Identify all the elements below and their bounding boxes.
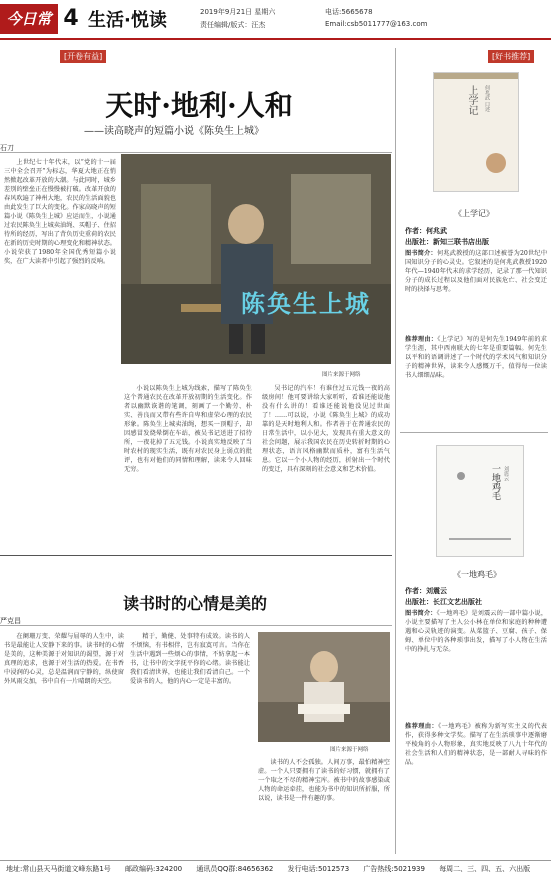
- second-article-rule: [0, 625, 392, 626]
- page-footer: [0, 860, 551, 879]
- book-cover-title: 一地鸡毛: [490, 464, 500, 500]
- second-article-headline: 读书时的心情是美的: [122, 594, 267, 613]
- article-column-1: [4, 158, 116, 543]
- phone-number: 电话:5665678: [325, 8, 373, 16]
- column-divider: [395, 48, 396, 854]
- book-publisher: 出版社：长江文艺出版社: [405, 598, 482, 606]
- sidebar-tag: [好书推荐]: [488, 50, 534, 63]
- book-cover-title: 上学记: [466, 85, 477, 115]
- book-cover-art: [437, 446, 523, 556]
- footer-address: 地址:常山县天马街道文峰东路1号: [6, 865, 111, 873]
- second-article-author: 严克昌: [0, 617, 21, 625]
- issue-date: 2019年9月21日 星期六: [200, 8, 276, 16]
- second-column-2: [130, 632, 250, 854]
- rec-text: 《一地鸡毛》被称为新写实主义的代表作，获得多种文学奖。描写了在生活琐事中逐渐磨平棱角的小人物形象，真实地反映了八九十年代的社会生活和人们的精神状态，是一部耐人寻味的作品。: [405, 723, 547, 766]
- article-column-3: [262, 384, 390, 544]
- intro-label: 图书简介：: [405, 250, 437, 257]
- intro-text: 《一地鸡毛》是刘震云的一部中篇小说，小说主要描写了主人公小林在单位和家庭的种种遭遇和心灵轨迹的演变。从菜篮子、豆腐、孩子、保姆、单位中的各种琐事出发，描写了小人物在生活中的挣扎与无奈。: [405, 610, 547, 653]
- article-paragraph: 精于，勤健、处事特有成效。读书的人不烦恼，有书相伴，岂有寂寞可言。当你在生活中遇到一些烦心的事情，不妨拿起一本书，让书中的文字抚平你的心绪。读书能让我们看清世界，也能让我们看清自己。一个爱读书的人，他的内心一定是丰富的。: [130, 633, 250, 685]
- intro-label: 图书简介：: [405, 610, 437, 617]
- book-intro: [405, 249, 547, 331]
- photo-caption: 图片来源于网络: [322, 372, 361, 378]
- article-paragraph: 上世纪七十年代末，以“党的十一届三中全会召开”为标志，华夏大地正在悄然掀起改革开放的大潮。与此同时，城乡差别的壁垒正在慢慢被打破。改革开放的春风吹遍了神州大地，农民的生活面貌也由此发生了巨大的变化。作家高晓声的短篇小说《陈奂生上城》应运而生，小说通过农民陈奂生上城卖油绳、买帽子、住招待所的经历，写出了背负历史重荷的农民在新的历史时期的心理变化和精神状态。小说荣获了1980年全国优秀短篇小说奖，在广大读者中引起了强烈的反响。: [4, 159, 116, 265]
- header-rule: [0, 38, 551, 40]
- article-headline: 天时·地利·人和: [105, 89, 293, 122]
- reading-illustration: [258, 632, 390, 742]
- newspaper-logo: 今日常山: [0, 4, 58, 34]
- rec-label: 推荐理由：: [405, 723, 439, 730]
- book-author: 作者：刘震云: [405, 587, 447, 595]
- book-recommendation: [405, 722, 547, 854]
- second-column-3: [258, 758, 390, 854]
- second-column-1: [4, 632, 124, 854]
- second-photo-caption: 图片来源于网络: [330, 747, 369, 753]
- footer-qq-group: 通讯员QQ群:84656362: [196, 865, 274, 873]
- book-publisher: 出版社：新知三联书店出版: [405, 238, 489, 246]
- section-title: 生活·悦读: [88, 10, 167, 31]
- book-title: 《一地鸡毛》: [453, 570, 501, 579]
- second-article-photo: [258, 632, 390, 742]
- article-paragraph: 小说以陈奂生上城为线索，描写了陈奂生这个普通农民在改革开放初期的生活变化。作者以幽默诙谐的笔调，刻画了一个勤劳、朴实、善良而又带有些许自卑和虚荣心理的农民形象。陈奂生上城卖油绳，想买一顶帽子，却因感冒发烧晕倒在车站，被吴书记送进了招待所，一夜花掉了五元钱。小说真实地反映了当时农村的现实生活，既有对农民身上弱点的批评，也有对他们的同情和理解，读来令人回味无穷。: [124, 385, 252, 473]
- article-rule: [0, 152, 392, 153]
- book-author: 作者：何兆武: [405, 227, 447, 235]
- photo-overlay-text: 陈奂生上城: [241, 290, 371, 318]
- footer-postcode: 邮政编码:324200: [125, 865, 183, 873]
- article-paragraph: 读书的人不会孤独。人间万事，最怕精神空虚。一个人只要拥有了读书的好习惯，就拥有了一个取之不尽的精神宝库。被书中的故事感染或人物的命运牵挂，也能为书中的知识所折服，所以说，读书是一件有趣的事。: [258, 759, 390, 802]
- section-tag: [开卷有益]: [60, 50, 106, 63]
- article-subheadline: ——读高晓声的短篇小说《陈奂生上城》: [84, 126, 264, 137]
- footer-distribution: 发行电话:5012573: [287, 865, 350, 873]
- editor-credit: 责任编辑/版式：汪杰: [200, 21, 266, 29]
- article-author: 石刀: [0, 144, 14, 152]
- intro-text: 何兆武教授的这部口述被誉为20世纪中国知识分子的心灵史。它叙述的是何兆武教授1920年代—1940年代末的求学经历，记录了那一代知识分子的成长过程以及他们面对民族危亡、社会变迁时的抉择与思考。: [405, 250, 547, 293]
- footer-ad-phone: 广告热线:5021939: [363, 865, 425, 873]
- book-recommendation: [405, 335, 547, 425]
- footer-schedule: 每周二、三、四、五、六出版: [439, 865, 531, 873]
- book-title: 《上学记》: [454, 209, 494, 218]
- rec-label: 推荐理由：: [405, 336, 438, 343]
- book-intro: [405, 609, 547, 719]
- book-cover-2: [436, 445, 524, 557]
- photo-illustration: [121, 154, 391, 364]
- book-cover-author: 何兆武 口述: [484, 85, 490, 112]
- article-paragraph: 在阑珊万变、荣耀与屈辱的人生中，读书是最能让人安静下来的事。读书时的心情是美的，这种美源于对知识的渴望，源于对真理的追求，也源于对生活的热爱。在书香中浸润的心灵，总是温润而宁静的，纵使窗外风雨交加，书中自有一片晴朗的天空。: [4, 633, 124, 685]
- email-address: Email:csb5011777@163.com: [325, 20, 428, 28]
- book-cover-author: 刘震云: [503, 466, 509, 481]
- article-paragraph: 吴书记的汽车！有谁住过五元钱一夜的高级房间！他可要讲给大家听听，看谁还能说他没有什么讲的！看谁还能说他没见过世面了！……可以说，小说《陈奂生上城》的成功靠的是天时地利人和。作者善于在普通农民的日常生活中，以小见大，发现具有重大意义的社会问题，展示我国农民在历史转折时期的心理状态，语言风格幽默而质朴，富有生活气息。它以一个小人物的经历，折射出一个时代的变迁，具有深刻的社会意义和艺术价值。: [262, 385, 390, 473]
- article-photo: [121, 154, 391, 364]
- sidebar-rule: [400, 432, 548, 433]
- page-number: 4: [63, 6, 79, 31]
- article-separator: [0, 555, 392, 556]
- rec-text: 《上学记》写的是何先生1949年前的求学生涯，其中西南联大的七年是重要篇幅。何先生以平和的语调讲述了一个时代的学术风气和知识分子的精神世界，读来令人感慨万千，值得每一位读书人细细品味。: [405, 336, 547, 379]
- article-column-2: [124, 384, 252, 544]
- book-cover-1: [433, 72, 519, 192]
